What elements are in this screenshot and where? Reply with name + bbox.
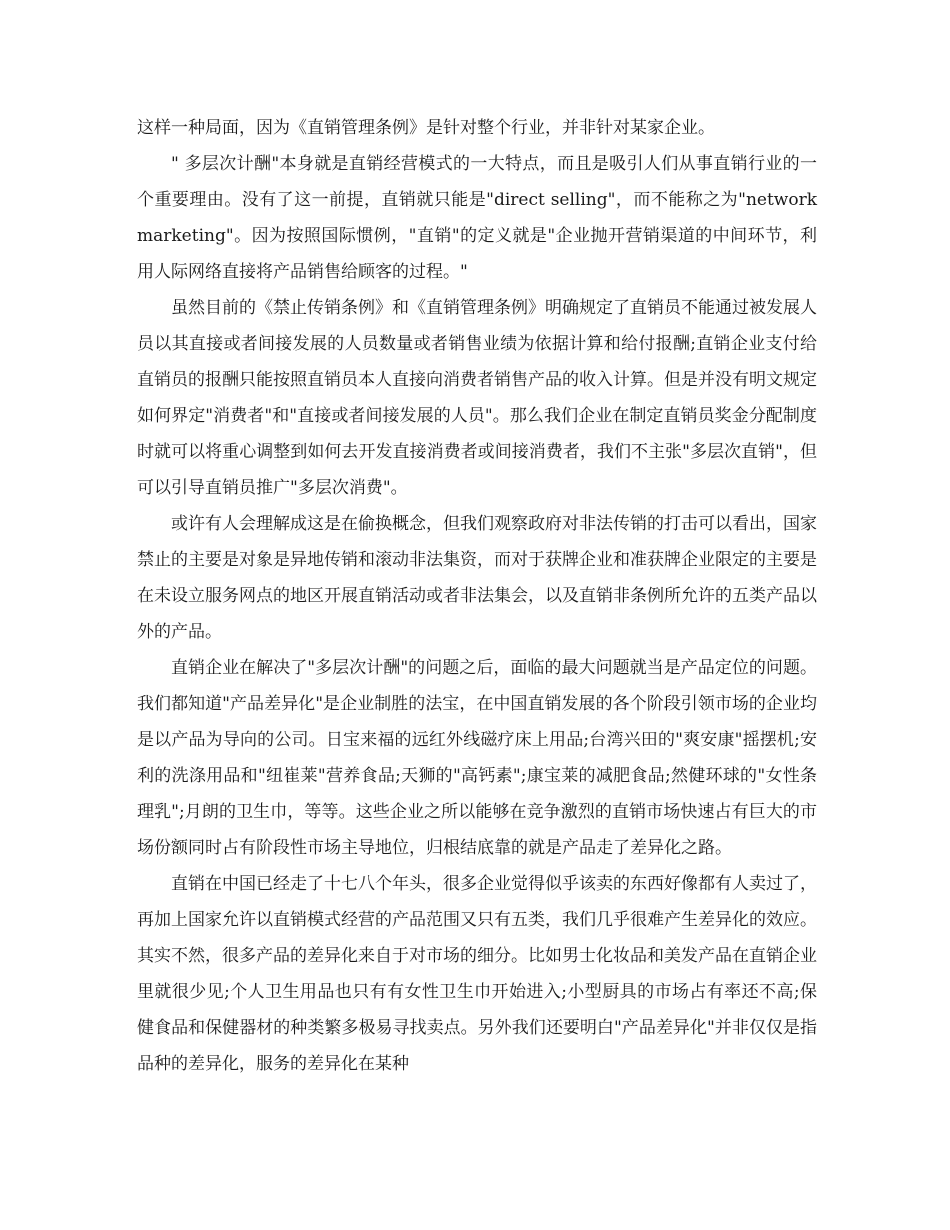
paragraph-1: 这样一种局面，因为《直销管理条例》是针对整个行业，并非针对某家企业。 — [137, 118, 715, 138]
paragraph-4: 或许有人会理解成这是在偷换概念，但我们观察政府对非法传销的打击可以看出，国家禁止的主要是对象是异地传销和滚动非法集资，而对于获牌企业和准获牌企业限定的主要是在未设立服务网点的地区开展直销活动或者非法集会，以及直销非条例所允许的五类产品以外的产品。 — [137, 514, 817, 642]
paragraph-6: 直销在中国已经走了十七八个年头，很多企业觉得似乎该卖的东西好像都有人卖过了，再加上国家允许以直销模式经营的产品范围又只有五类，我们几乎很难产生差异化的效应。其实不然，很多产品的差异化来自于对市场的细分。比如男士化妆品和美发产品在直销企业里就很少见;个人卫生用品也只有有女性卫生巾开始进入;小型厨具的市场占有率还不高;保健食品和保健器材的种类繁多极易寻找卖点。另外我们还要明白"产品差异化"并非仅仅是指品种的差异化，服务的差异化在某种 — [137, 874, 817, 1074]
paragraph-3: 虽然目前的《禁止传销条例》和《直销管理条例》明确规定了直销员不能通过被发展人员以其直接或者间接发展的人员数量或者销售业绩为依据计算和给付报酬;直销企业支付给直销员的报酬只能按照直销员本人直接向消费者销售产品的收入计算。但是并没有明文规定如何界定"消费者"和"直接或者间接发展的人员"。那么我们企业在制定直销员奖金分配制度时就可以将重心调整到如何去开发直接消费者或间接消费者，我们不主张"多层次直销"，但可以引导直销员推广"多层次消费"。 — [137, 298, 817, 498]
paragraph-5: 直销企业在解决了"多层次计酬"的问题之后，面临的最大问题就当是产品定位的问题。我们都知道"产品差异化"是企业制胜的法宝，在中国直销发展的各个阶段引领市场的企业均是以产品为导向的公司。日宝来福的远红外线磁疗床上用品;台湾兴田的"爽安康"摇摆机;安利的洗涤用品和"纽崔莱"营养食品;天狮的"高钙素";康宝莱的减肥食品;然健环球的"女性条理乳";月朗的卫生巾，等等。这些企业之所以能够在竞争激烈的直销市场快速占有巨大的市场份额同时占有阶段性市场主导地位，归根结底靠的就是产品走了差异化之路。 — [137, 658, 817, 858]
document-body — [137, 110, 817, 1082]
paragraph-2: " 多层次计酬"本身就是直销经营模式的一大特点，而且是吸引人们从事直销行业的一个重要理由。没有了这一前提，直销就只能是"direct selling"，而不能称之为"network marketing"。因为按照国际惯例，"直销"的定义就是"企业抛开营销渠道的中间环节，利用人际网络直接将产品销售给顾客的过程。" — [137, 154, 817, 282]
